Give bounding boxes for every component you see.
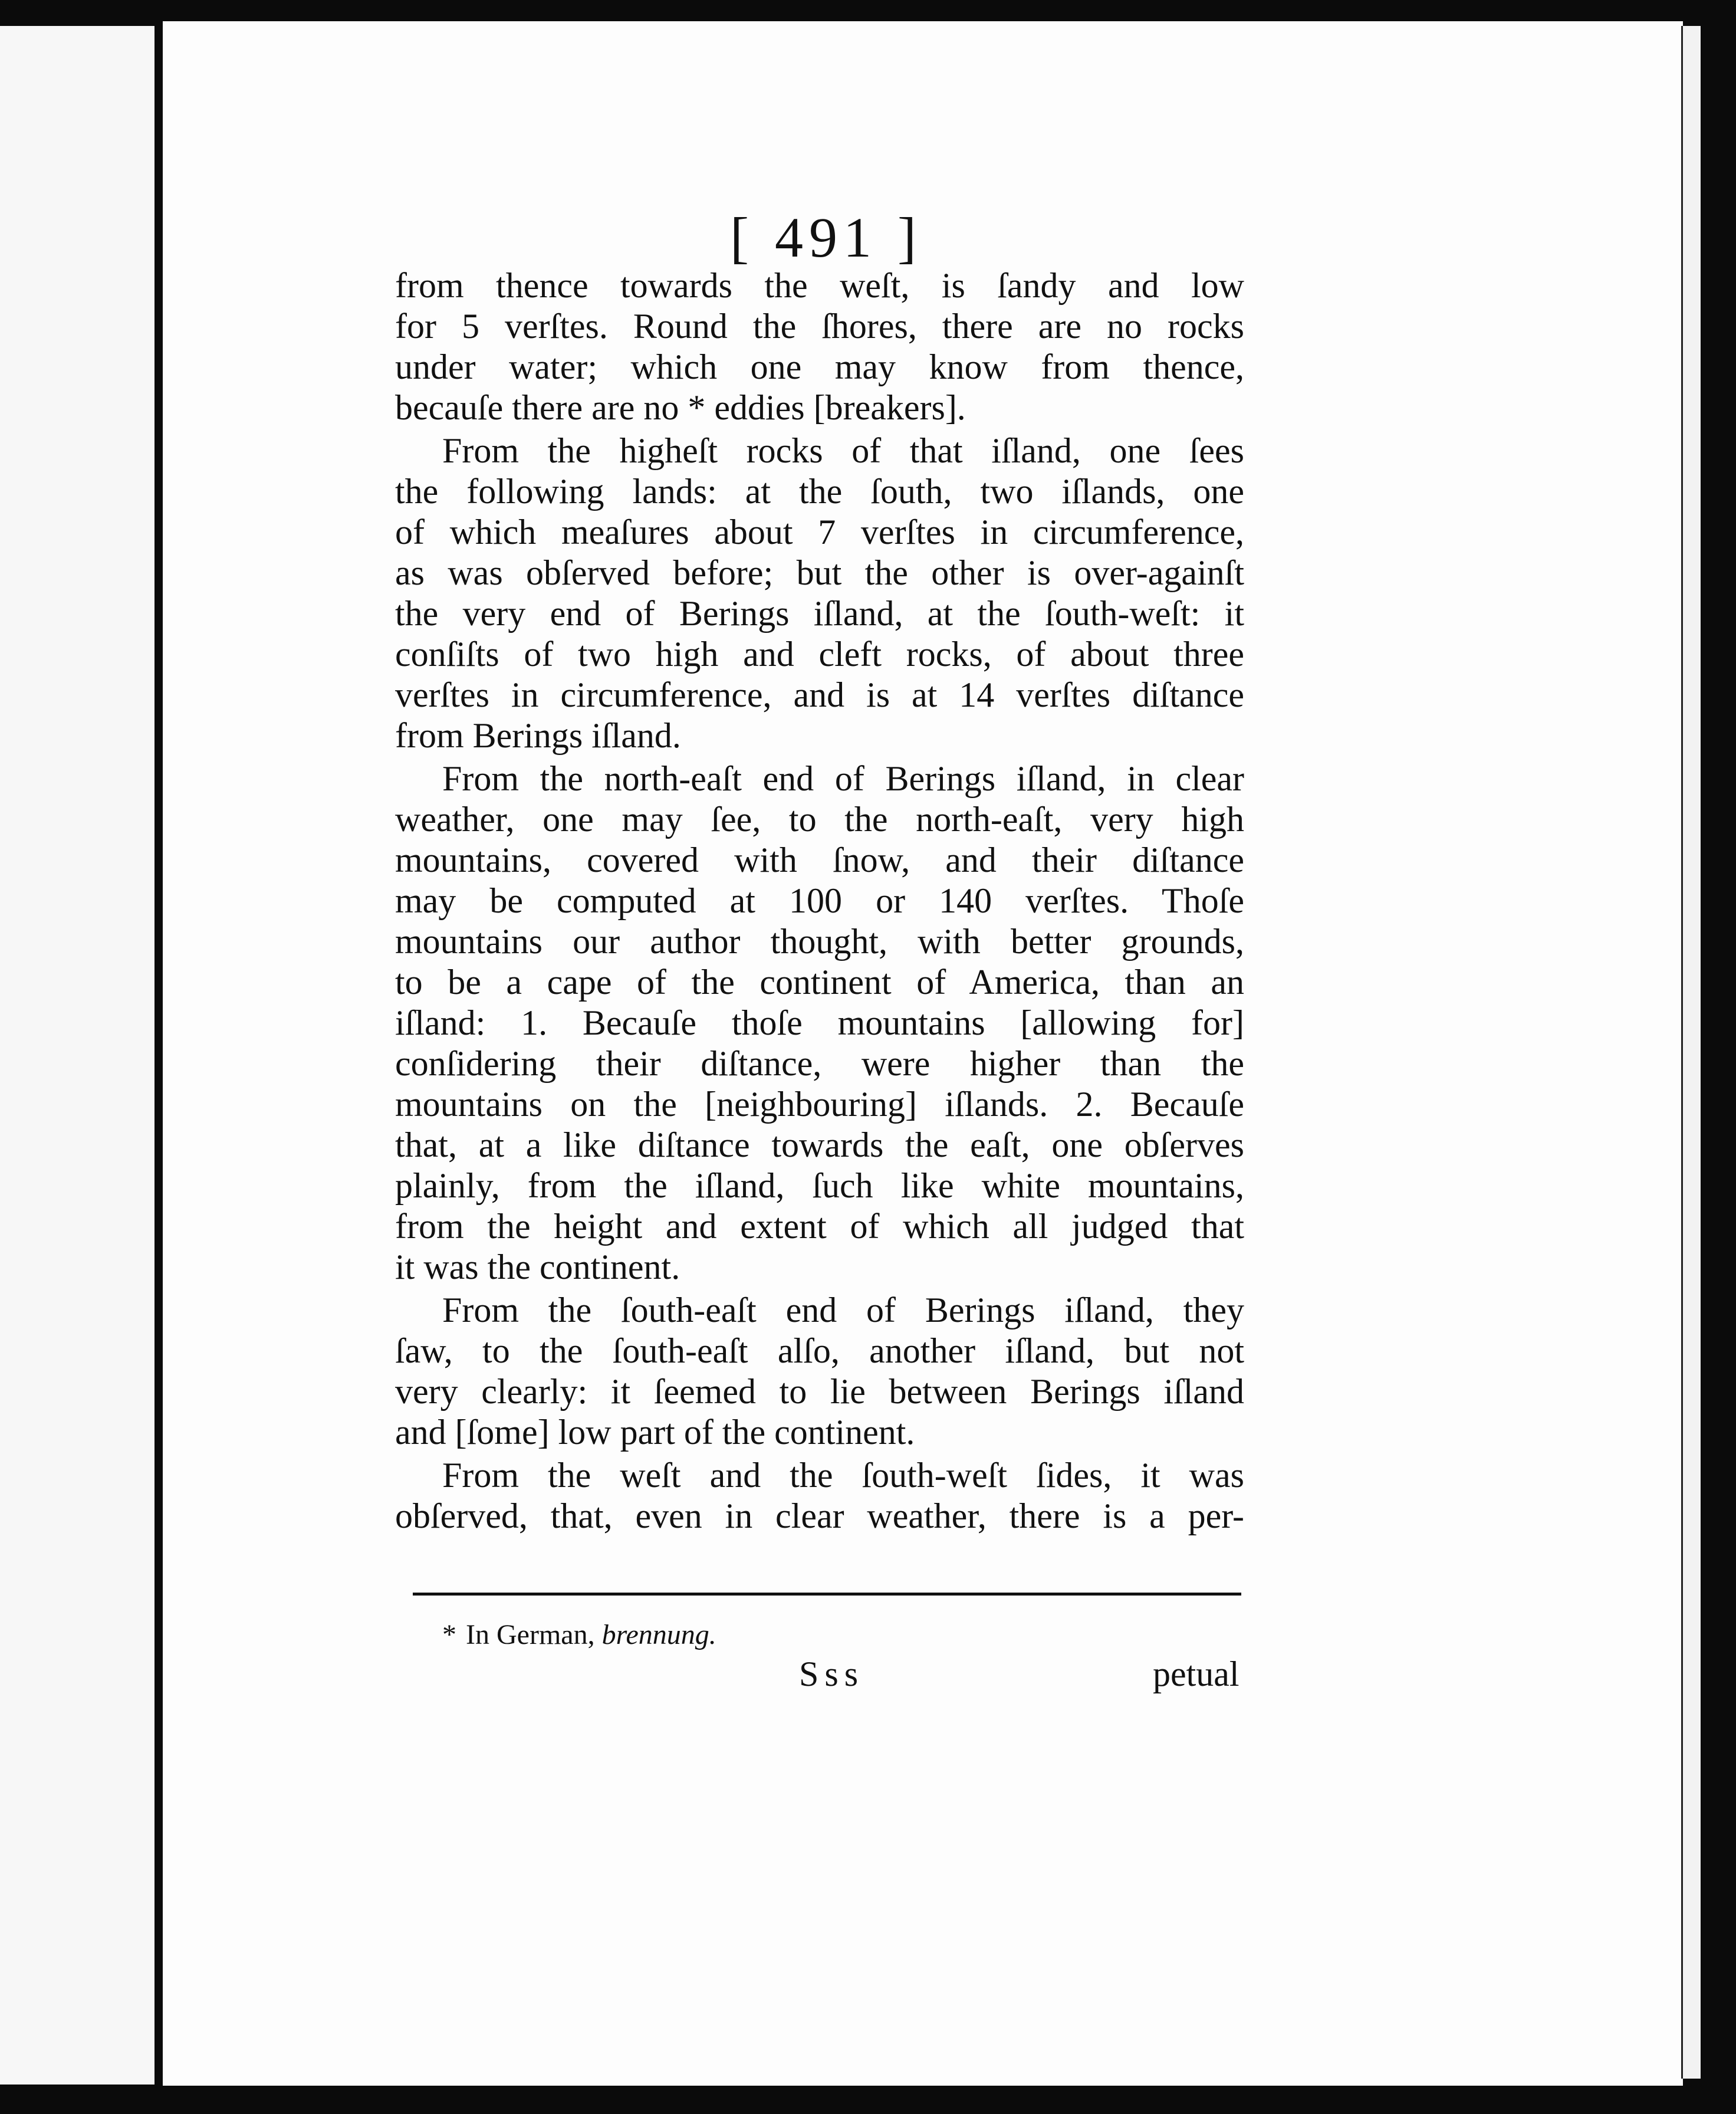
footnote xyxy=(442,1621,716,1649)
text-line: as was obſerved before; but the other is over-againſt xyxy=(395,553,1244,592)
text-line: ſaw, to the ſouth-eaſt alſo, another iſland, but not xyxy=(395,1331,1244,1370)
text-line: conſidering their diſtance, were higher than the xyxy=(395,1044,1244,1083)
signature-mark: Sss xyxy=(799,1655,864,1693)
page-number: [ 491 ] xyxy=(730,206,922,269)
text-line: it was the continent. xyxy=(395,1248,680,1286)
text-line: may be computed at 100 or 140 verſtes. Thoſe xyxy=(395,881,1244,920)
text-line: and [ſome] low part of the continent. xyxy=(395,1413,915,1452)
paragraph-3 xyxy=(395,759,1244,1288)
text-line: weather, one may ſee, to the north-eaſt, very high xyxy=(395,800,1244,839)
footnote-german-term: brennung. xyxy=(601,1619,716,1650)
text-line: From the higheſt rocks of that iſland, one ſees xyxy=(442,431,1244,470)
text-line: obſerved, that, even in clear weather, there is a per- xyxy=(395,1496,1244,1535)
text-line: the following lands: at the ſouth, two iſlands, one xyxy=(395,472,1244,511)
text-line: to be a cape of the continent of America, than an xyxy=(395,963,1244,1002)
text-line: from the height and extent of which all judged that xyxy=(395,1207,1244,1246)
text-line: becauſe there are no * eddies [breakers]. xyxy=(395,388,966,427)
text-line: mountains, covered with ſnow, and their diſtance xyxy=(395,841,1244,879)
text-line: From the weſt and the ſouth-weſt ſides, it was xyxy=(442,1456,1244,1495)
text-line: very clearly: it ſeemed to lie between Berings iſland xyxy=(395,1372,1244,1411)
facing-page-edge xyxy=(0,26,154,2085)
text-line: from thence towards the weſt, is ſandy and low xyxy=(395,266,1244,305)
text-line: under water; which one may know from thence, xyxy=(395,347,1244,386)
book-gutter xyxy=(154,24,163,2086)
text-line: mountains our author thought, with better grounds, xyxy=(395,922,1244,961)
text-line: for 5 verſtes. Round the ſhores, there are no rocks xyxy=(395,307,1244,346)
text-line: plainly, from the iſland, ſuch like white mountains, xyxy=(395,1166,1244,1205)
paragraph-5 xyxy=(395,1455,1244,1537)
paragraph-1 xyxy=(395,265,1244,428)
text-line: iſland: 1. Becauſe thoſe mountains [allowing for] xyxy=(395,1003,1244,1042)
paragraph-4 xyxy=(395,1290,1244,1453)
paragraph-2 xyxy=(395,431,1244,756)
catchword: petual xyxy=(1153,1655,1239,1693)
body-text xyxy=(395,265,1244,1537)
text-line: the very end of Berings iſland, at the ſouth-weſt: it xyxy=(395,594,1244,633)
text-line: mountains on the [neighbouring] iſlands. 2. Becauſe xyxy=(395,1085,1244,1124)
text-line: verſtes in circumference, and is at 14 verſtes diſtance xyxy=(395,675,1244,714)
text-line: that, at a like diſtance towards the eaſt, one obſerves xyxy=(395,1125,1244,1164)
footnote-marker: * xyxy=(442,1619,456,1650)
text-line: conſiſts of two high and cleft rocks, of about three xyxy=(395,635,1244,674)
page-fore-edge xyxy=(1681,26,1701,2079)
footnote-text: In German, xyxy=(466,1619,595,1650)
text-line: From the north-eaſt end of Berings iſland, in clear xyxy=(442,759,1244,798)
text-line: of which meaſures about 7 verſtes in circumference, xyxy=(395,513,1244,552)
footnote-rule xyxy=(413,1593,1241,1596)
text-line: From the ſouth-eaſt end of Berings iſland, they xyxy=(442,1291,1244,1330)
text-line: from Berings iſland. xyxy=(395,716,681,755)
